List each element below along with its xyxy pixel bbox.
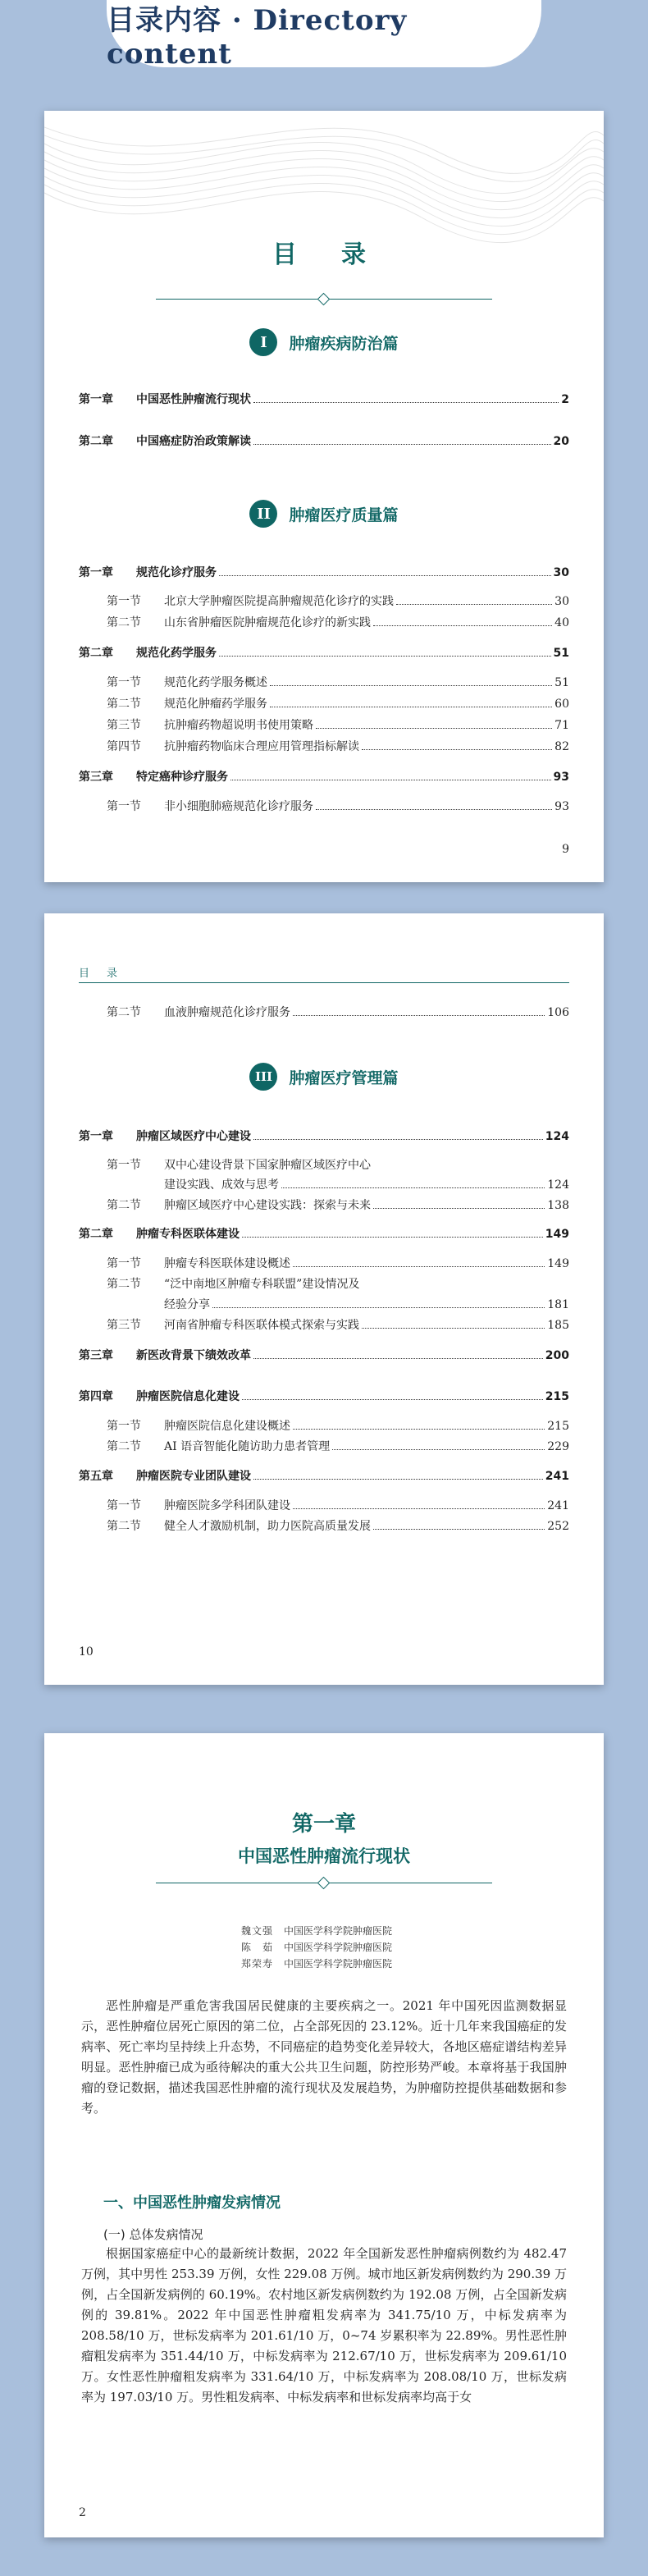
entry-num: 第一章 — [79, 566, 113, 579]
entry-title: 山东省肿瘤医院肿瘤规范化诊疗的新实践 — [164, 616, 371, 629]
toc-entry[interactable] — [107, 1198, 569, 1213]
entry-title-cont: 建设实践、成效与思考 — [164, 1178, 279, 1192]
entry-title: 肿瘤医院专业团队建设 — [136, 1470, 251, 1483]
author-line — [241, 1924, 392, 1938]
toc-entry[interactable] — [107, 697, 569, 711]
intro-paragraph: 恶性肿瘤是严重危害我国居民健康的主要疾病之一。2021 年中国死因监测数据显示，恶性肿瘤位居死亡原因的第二位，占全部死因的 23.12%。近十几年来我国癌症的发病率、死亡率均呈持续上升态势，不同癌症的趋势变化差异较大，各地区癌症谱结构差异明显。恶性肿瘤已成为亟待解决的重大公共卫生问题，防控形势严峻。本章将基于我国肿瘤的登记数据，描述我国恶性肿瘤的流行现状及发展趋势，为肿瘤防控提供基础数据和参考。 — [81, 1998, 567, 2116]
toc-entry[interactable] — [107, 615, 569, 630]
entry-page: 215 — [545, 1390, 569, 1403]
toc-title: 目 录 — [272, 240, 376, 269]
toc-entry[interactable] — [79, 565, 569, 580]
part-2-title: 肿瘤医疗质量篇 — [289, 506, 399, 524]
author-org: 中国医学科学院肿瘤医院 — [284, 1925, 393, 1937]
entry-page: 71 — [554, 719, 569, 732]
page-number: 9 — [562, 843, 569, 856]
toc-entry[interactable] — [107, 718, 569, 733]
entry-num: 第二节 — [107, 1520, 141, 1533]
entry-title: 非小细胞肺癌规范化诊疗服务 — [164, 800, 313, 813]
entry-page: 241 — [547, 1499, 569, 1512]
entry-num: 第三章 — [79, 1349, 113, 1362]
entry-page: 149 — [547, 1257, 569, 1270]
chapter-page — [44, 1733, 604, 2537]
toc-entry[interactable] — [107, 1256, 569, 1271]
entry-num: 第二节 — [107, 616, 141, 629]
entry-num: 第一节 — [107, 676, 141, 689]
entry-page: 20 — [553, 435, 569, 448]
running-head: 目 录 — [79, 968, 121, 980]
toc-entry[interactable] — [107, 739, 569, 754]
entry-title: 特定癌种诊疗服务 — [136, 771, 228, 784]
body-paragraph: 根据国家癌症中心的最新统计数据，2022 年全国新发恶性肿瘤病例数约为 482.47 万例，其中男性 253.39 万例，女性 229.08 万例。城市地区新发病例数约为 290.39 万例，占全国新发病例的 60.19%。农村地区新发病例数约为 192.08 万例，占全国新发病例的 39.81%。2022 年中国恶性肿瘤粗发病率为 341.75/10 万，中标发病率为 208.58/10 万，世标发病率为 201.61/10 万，0~74 岁累积率为 22.89%。男性恶性肿瘤粗发病率为 351.44/10 万，中标发病率为 212.67/10 万，世标发病率为 209.61/10 万。女性恶性肿瘤粗发病率为 331.64/10 万，中标发病率为 208.08/10 万，世标发病率为 197.03/10 万。男性粗发病率、中标发病率和世标发病率均高于女 — [81, 2246, 567, 2404]
entry-page: 200 — [545, 1349, 569, 1362]
entry-page: 93 — [554, 800, 569, 813]
toc-entry[interactable] — [79, 646, 569, 661]
entry-page: 93 — [553, 771, 569, 784]
toc-entry[interactable] — [107, 1519, 569, 1534]
author-name: 陈 茹 — [241, 1942, 274, 1953]
diamond-ornament — [317, 293, 331, 306]
toc-page-2 — [44, 913, 604, 1685]
entry-title: 中国癌症防治政策解读 — [136, 435, 251, 448]
part-3-header — [44, 1063, 604, 1091]
entry-num: 第二节 — [107, 1278, 141, 1291]
entry-title: 血液肿瘤规范化诊疗服务 — [164, 1006, 290, 1019]
entry-num: 第二节 — [107, 1440, 141, 1453]
toc-page-1 — [44, 111, 604, 882]
entry-page: 124 — [545, 1130, 569, 1143]
entry-title: 肿瘤区域医疗中心建设实践：探索与未来 — [164, 1199, 371, 1212]
chapter-title: 中国恶性肿瘤流行现状 — [238, 1846, 410, 1866]
entry-page: 181 — [547, 1298, 569, 1311]
entry-num: 第一节 — [107, 1159, 141, 1172]
author-line — [241, 1956, 392, 1970]
entry-title: 河南省肿瘤专科医联体模式探索与实践 — [164, 1319, 359, 1332]
toc-entry[interactable] — [107, 594, 569, 609]
entry-page: 2 — [561, 393, 569, 406]
entry-page: 229 — [547, 1440, 569, 1453]
entry-title: 规范化诊疗服务 — [136, 566, 217, 579]
entry-num: 第一节 — [107, 1499, 141, 1512]
entry-title: 规范化肿瘤药学服务 — [164, 698, 267, 711]
entry-num: 第二章 — [79, 647, 113, 660]
entry-num: 第二节 — [107, 698, 141, 711]
author-org: 中国医学科学院肿瘤医院 — [284, 1958, 393, 1970]
author-name: 郑荣寿 — [241, 1958, 274, 1970]
entry-title: 新医改背景下绩效改革 — [136, 1349, 251, 1362]
part-2-header — [44, 500, 604, 528]
entry-page: 51 — [553, 647, 569, 660]
entry-num: 第二节 — [107, 1006, 141, 1019]
entry-title: 双中心建设背景下国家肿瘤区域医疗中心 — [164, 1159, 371, 1172]
entry-title: 健全人才激励机制，助力医院高质量发展 — [164, 1520, 371, 1533]
entry-title: 肿瘤医院信息化建设概述 — [164, 1420, 290, 1433]
part-3-numeral: III — [249, 1063, 277, 1091]
toc-entry[interactable] — [79, 392, 569, 407]
part-1-title: 肿瘤疾病防治篇 — [289, 334, 399, 353]
entry-num: 第一章 — [79, 1130, 113, 1143]
banner-title: 目录内容 · Directory content — [107, 3, 408, 71]
entry-page: 215 — [547, 1420, 569, 1433]
toc-entry-line1[interactable] — [107, 1158, 371, 1173]
toc-entry[interactable] — [79, 1227, 569, 1242]
part-3-title: 肿瘤医疗管理篇 — [289, 1068, 399, 1087]
entry-title: 北京大学肿瘤医院提高肿瘤规范化诊疗的实践 — [164, 595, 394, 608]
page-number: 2 — [79, 2506, 86, 2519]
running-head-rule — [79, 982, 569, 983]
toc-entry[interactable] — [79, 434, 569, 449]
toc-entry[interactable] — [164, 1297, 569, 1312]
toc-entry[interactable] — [79, 1389, 569, 1404]
entry-page: 185 — [547, 1319, 569, 1332]
entry-page: 106 — [547, 1006, 569, 1019]
toc-entry-line1[interactable] — [107, 1277, 359, 1292]
toc-entry[interactable] — [107, 1498, 569, 1513]
banner — [107, 0, 541, 71]
toc-entry[interactable] — [107, 799, 569, 814]
entry-num: 第三节 — [107, 1319, 141, 1332]
chapter-label: 第一章 — [291, 1812, 356, 1837]
entry-num: 第一章 — [79, 393, 113, 406]
entry-num: 第二章 — [79, 1228, 113, 1241]
toc-entry[interactable] — [79, 1129, 569, 1144]
entry-title: 肿瘤专科医联体建设 — [136, 1228, 240, 1241]
entry-num: 第二节 — [107, 1199, 141, 1212]
entry-num: 第四章 — [79, 1390, 113, 1403]
entry-page: 149 — [545, 1228, 569, 1241]
part-1-header — [44, 328, 604, 356]
page-number: 10 — [79, 1645, 94, 1659]
entry-page: 241 — [545, 1470, 569, 1483]
entry-title: 肿瘤医院信息化建设 — [136, 1390, 240, 1403]
entry-page: 252 — [547, 1520, 569, 1533]
diamond-ornament — [317, 1877, 331, 1890]
toc-entry[interactable] — [107, 1005, 569, 1020]
entry-num: 第三章 — [79, 771, 113, 784]
entry-title: 抗肿瘤药物临床合理应用管理指标解读 — [164, 740, 359, 753]
entry-page: 82 — [554, 740, 569, 753]
entry-title: 抗肿瘤药物超说明书使用策略 — [164, 719, 313, 732]
author-org: 中国医学科学院肿瘤医院 — [284, 1942, 393, 1953]
entry-page: 51 — [554, 676, 569, 689]
toc-entry[interactable] — [107, 1439, 569, 1454]
entry-page: 124 — [547, 1178, 569, 1192]
entry-page: 60 — [554, 698, 569, 711]
author-name: 魏文强 — [241, 1925, 274, 1937]
entry-num: 第一节 — [107, 1420, 141, 1433]
entry-title-cont: 经验分享 — [164, 1298, 210, 1311]
entry-num: 第五章 — [79, 1470, 113, 1483]
entry-num: 第三节 — [107, 719, 141, 732]
entry-title: 中国恶性肿瘤流行现状 — [136, 393, 251, 406]
entry-title: AI 语音智能化随访助力患者管理 — [164, 1440, 331, 1453]
part-2-numeral: II — [249, 500, 277, 528]
entry-num: 第一节 — [107, 595, 141, 608]
toc-entry[interactable] — [107, 1318, 569, 1333]
section-heading: 一、中国恶性肿瘤发病情况 — [103, 2194, 281, 2212]
author-line — [241, 1940, 392, 1954]
toc-entry[interactable] — [164, 1178, 569, 1192]
entry-num: 第一节 — [107, 800, 141, 813]
entry-title: 规范化药学服务概述 — [164, 676, 267, 689]
part-1-numeral: I — [249, 328, 277, 356]
toc-entry[interactable] — [107, 1419, 569, 1434]
entry-num: 第一节 — [107, 1257, 141, 1270]
toc-entry[interactable] — [79, 1348, 569, 1363]
toc-entry[interactable] — [79, 1469, 569, 1484]
entry-title: 肿瘤医院多学科团队建设 — [164, 1499, 290, 1512]
entry-title: 肿瘤区域医疗中心建设 — [136, 1130, 251, 1143]
subsection-heading: (一) 总体发病情况 — [103, 2227, 203, 2242]
entry-title: 肿瘤专科医联体建设概述 — [164, 1257, 290, 1270]
entry-page: 30 — [554, 595, 569, 608]
toc-entry[interactable] — [107, 675, 569, 690]
entry-page: 138 — [547, 1199, 569, 1212]
entry-num: 第二章 — [79, 435, 113, 448]
entry-page: 40 — [554, 616, 569, 629]
entry-num: 第四节 — [107, 740, 141, 753]
entry-title: 规范化药学服务 — [136, 647, 217, 660]
toc-entry[interactable] — [79, 770, 569, 785]
entry-title: “泛中南地区肿瘤专科联盟”建设情况及 — [164, 1278, 360, 1291]
entry-page: 30 — [553, 566, 569, 579]
